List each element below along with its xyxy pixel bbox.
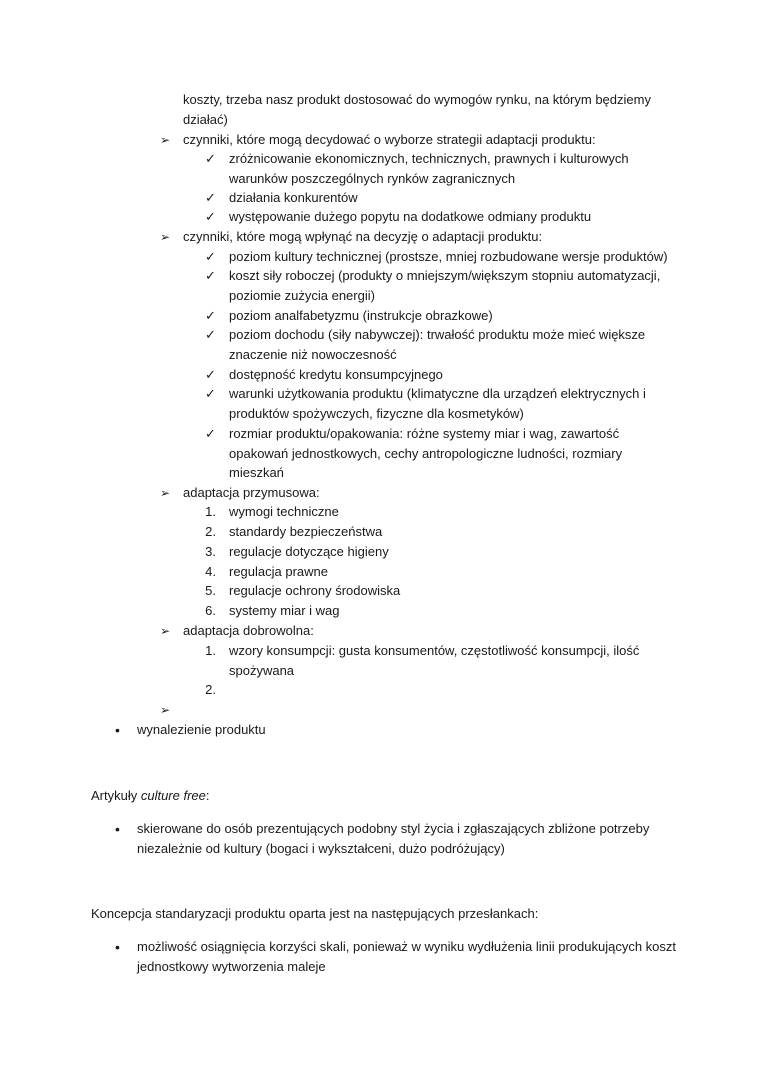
bullet-icon: •	[115, 722, 120, 738]
arrow-bullet-icon: ➢	[160, 230, 171, 244]
list-number: 1.	[205, 504, 216, 519]
list-item: poziom analfabetyzmu (instrukcje obrazkowe)	[229, 308, 493, 323]
list-item: skierowane do osób prezentujących podobny styl życia i zgłaszających zbliżone potrzeby	[137, 821, 650, 836]
standardization-heading: Koncepcja standaryzacji produktu oparta jest na następujących przesłankach:	[91, 906, 539, 921]
checkmark-icon: ✓	[205, 249, 216, 264]
checkmark-icon: ✓	[205, 268, 216, 283]
section-heading: czynniki, które mogą decydować o wyborze strategii adaptacji produktu:	[183, 132, 596, 147]
list-number: 2.	[205, 524, 216, 539]
section-heading: czynniki, które mogą wpłynąć na decyzję o adaptacji produktu:	[183, 229, 543, 244]
list-number: 4.	[205, 564, 216, 579]
list-item: regulacje ochrony środowiska	[229, 583, 401, 598]
list-item: mieszkań	[229, 465, 284, 480]
checkmark-icon: ✓	[205, 367, 216, 382]
list-item: poziomie zużycia energii)	[229, 288, 375, 303]
list-item: wymogi techniczne	[229, 504, 339, 519]
list-item: jednostkowy wytworzenia maleje	[137, 959, 326, 974]
culture-free-label: Artykuły culture free:	[91, 788, 210, 803]
list-item: dostępność kredytu konsumpcyjnego	[229, 367, 443, 382]
arrow-bullet-icon: ➢	[160, 703, 171, 717]
list-item: występowanie dużego popytu na dodatkowe odmiany produktu	[229, 209, 592, 224]
list-item: wynalezienie produktu	[137, 722, 266, 737]
arrow-bullet-icon: ➢	[160, 486, 171, 500]
intro-line: koszty, trzeba nasz produkt dostosować do wymogów rynku, na którym będziemy	[183, 92, 651, 107]
list-item: poziom kultury technicznej (prostsze, mniej rozbudowane wersje produktów)	[229, 249, 668, 264]
checkmark-icon: ✓	[205, 151, 216, 166]
checkmark-icon: ✓	[205, 308, 216, 323]
checkmark-icon: ✓	[205, 209, 216, 224]
list-item: znaczenie niż nowoczesność	[229, 347, 397, 362]
intro-line: działać)	[183, 112, 228, 127]
list-item: koszt siły roboczej (produkty o mniejszym/większym stopniu automatyzacji,	[229, 268, 661, 283]
list-number: 2.	[205, 682, 216, 697]
list-item: standardy bezpieczeństwa	[229, 524, 383, 539]
list-item: możliwość osiągnięcia korzyści skali, ponieważ w wyniku wydłużenia linii produkujących koszt	[137, 939, 676, 954]
list-number: 5.	[205, 583, 216, 598]
list-item: systemy miar i wag	[229, 603, 340, 618]
arrow-bullet-icon: ➢	[160, 624, 171, 638]
list-item: opakowań jednostkowych, cechy antropologiczne ludności, rozmiary	[229, 446, 623, 461]
list-item: warunków poszczególnych rynków zagranicznych	[229, 171, 516, 186]
bullet-icon: •	[115, 821, 120, 837]
checkmark-icon: ✓	[205, 327, 216, 342]
checkmark-icon: ✓	[205, 386, 216, 401]
list-number: 3.	[205, 544, 216, 559]
list-item: produktów spożywczych, fizyczne dla kosmetyków)	[229, 406, 524, 421]
list-item: regulacje dotyczące higieny	[229, 544, 389, 559]
checkmark-icon: ✓	[205, 190, 216, 205]
list-item: niezależnie od kultury (bogaci i wykształceni, dużo podróżujący)	[137, 841, 505, 856]
list-item: poziom dochodu (siły nabywczej): trwałość produktu może mieć większe	[229, 327, 646, 342]
list-item: działania konkurentów	[229, 190, 358, 205]
bullet-icon: •	[115, 939, 120, 955]
list-item: warunki użytkowania produktu (klimatyczne dla urządzeń elektrycznych i	[229, 386, 646, 401]
section-heading: adaptacja dobrowolna:	[183, 623, 314, 638]
list-item: zróżnicowanie ekonomicznych, technicznych, prawnych i kulturowych	[229, 151, 629, 166]
list-number: 6.	[205, 603, 216, 618]
section-heading: adaptacja przymusowa:	[183, 485, 320, 500]
list-item: wzory konsumpcji: gusta konsumentów, częstotliwość konsumpcji, ilość	[229, 643, 640, 658]
list-item: rozmiar produktu/opakowania: różne systemy miar i wag, zawartość	[229, 426, 620, 441]
list-item: regulacja prawne	[229, 564, 329, 579]
list-number: 1.	[205, 643, 216, 658]
list-item: spożywana	[229, 663, 295, 678]
arrow-bullet-icon: ➢	[160, 133, 171, 147]
checkmark-icon: ✓	[205, 426, 216, 441]
